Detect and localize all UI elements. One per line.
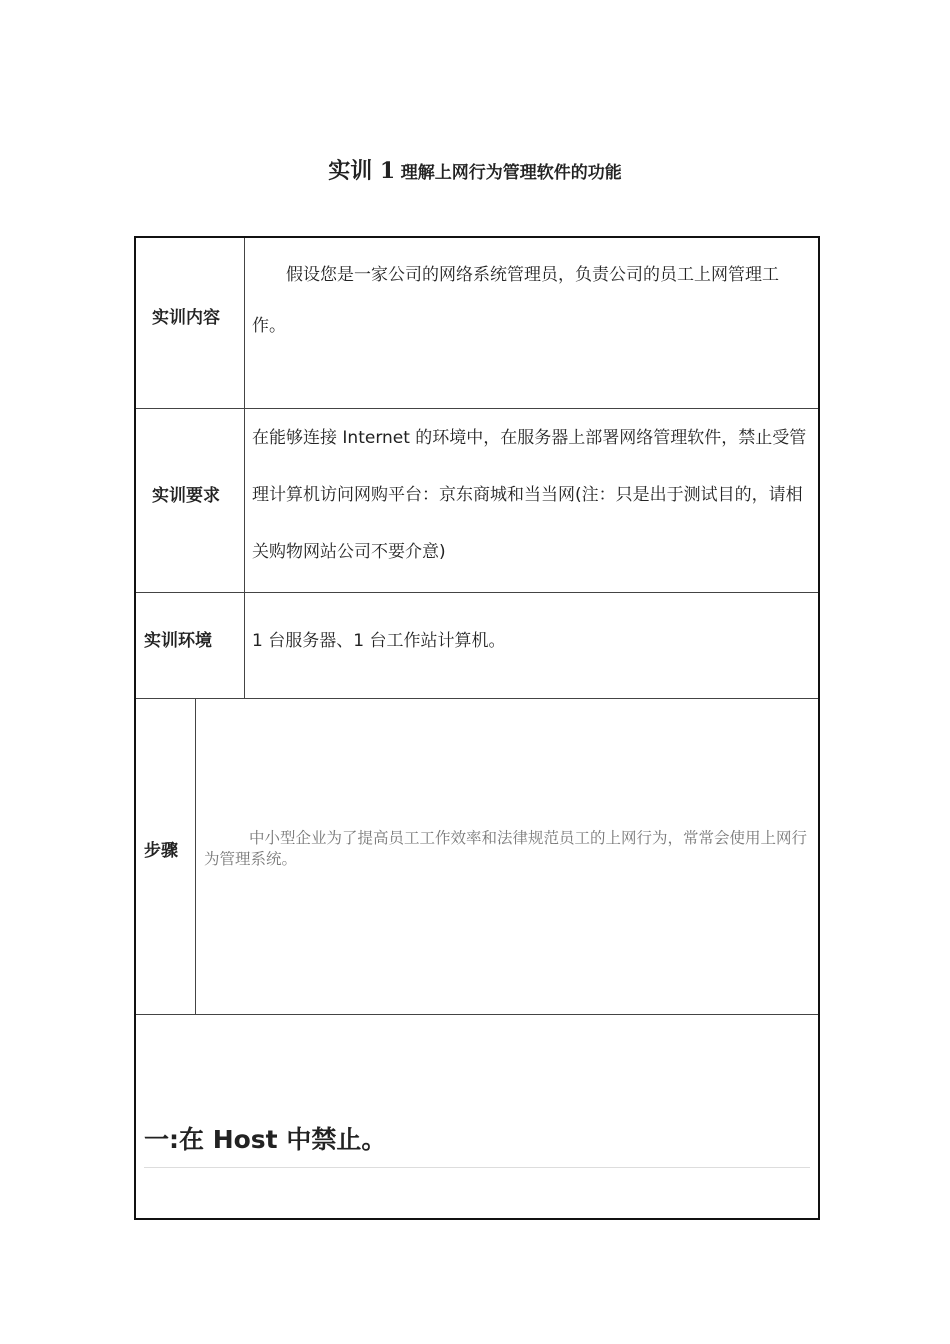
- section-rule: [144, 1167, 810, 1168]
- row-divider: [136, 1014, 818, 1015]
- column-divider: [244, 238, 245, 698]
- steps-text: 中小型企业为了提高员工工作效率和法律规范员工的上网行为，常常会使用上网行为管理系统。: [204, 829, 808, 868]
- title-sub: 理解上网行为管理软件的功能: [400, 163, 622, 183]
- document-title: [0, 154, 950, 185]
- environment-label: 实训环境: [144, 631, 212, 651]
- section-heading: 一:在 Host 中禁止。: [144, 1125, 387, 1154]
- row-divider: [136, 408, 818, 409]
- title-main: 实训 1: [328, 158, 396, 184]
- column-divider: [195, 698, 196, 1014]
- content-text: 假设您是一家公司的网络系统管理员，负责公司的员工上网管理工作。: [252, 265, 779, 336]
- row-divider: [136, 698, 818, 699]
- environment-text: 1 台服务器、1 台工作站计算机。: [252, 631, 506, 651]
- requirement-text: 在能够连接 Internet 的环境中，在服务器上部署网络管理软件，禁止受管理计算机访问网购平台：京东商城和当当网(注：只是出于测试目的，请相关购物网站公司不要介意): [252, 428, 807, 562]
- content-label: 实训内容: [152, 308, 220, 328]
- training-table: [134, 236, 820, 1220]
- row-divider: [136, 592, 818, 593]
- steps-label: 步骤: [144, 841, 178, 861]
- requirement-label: 实训要求: [152, 486, 220, 506]
